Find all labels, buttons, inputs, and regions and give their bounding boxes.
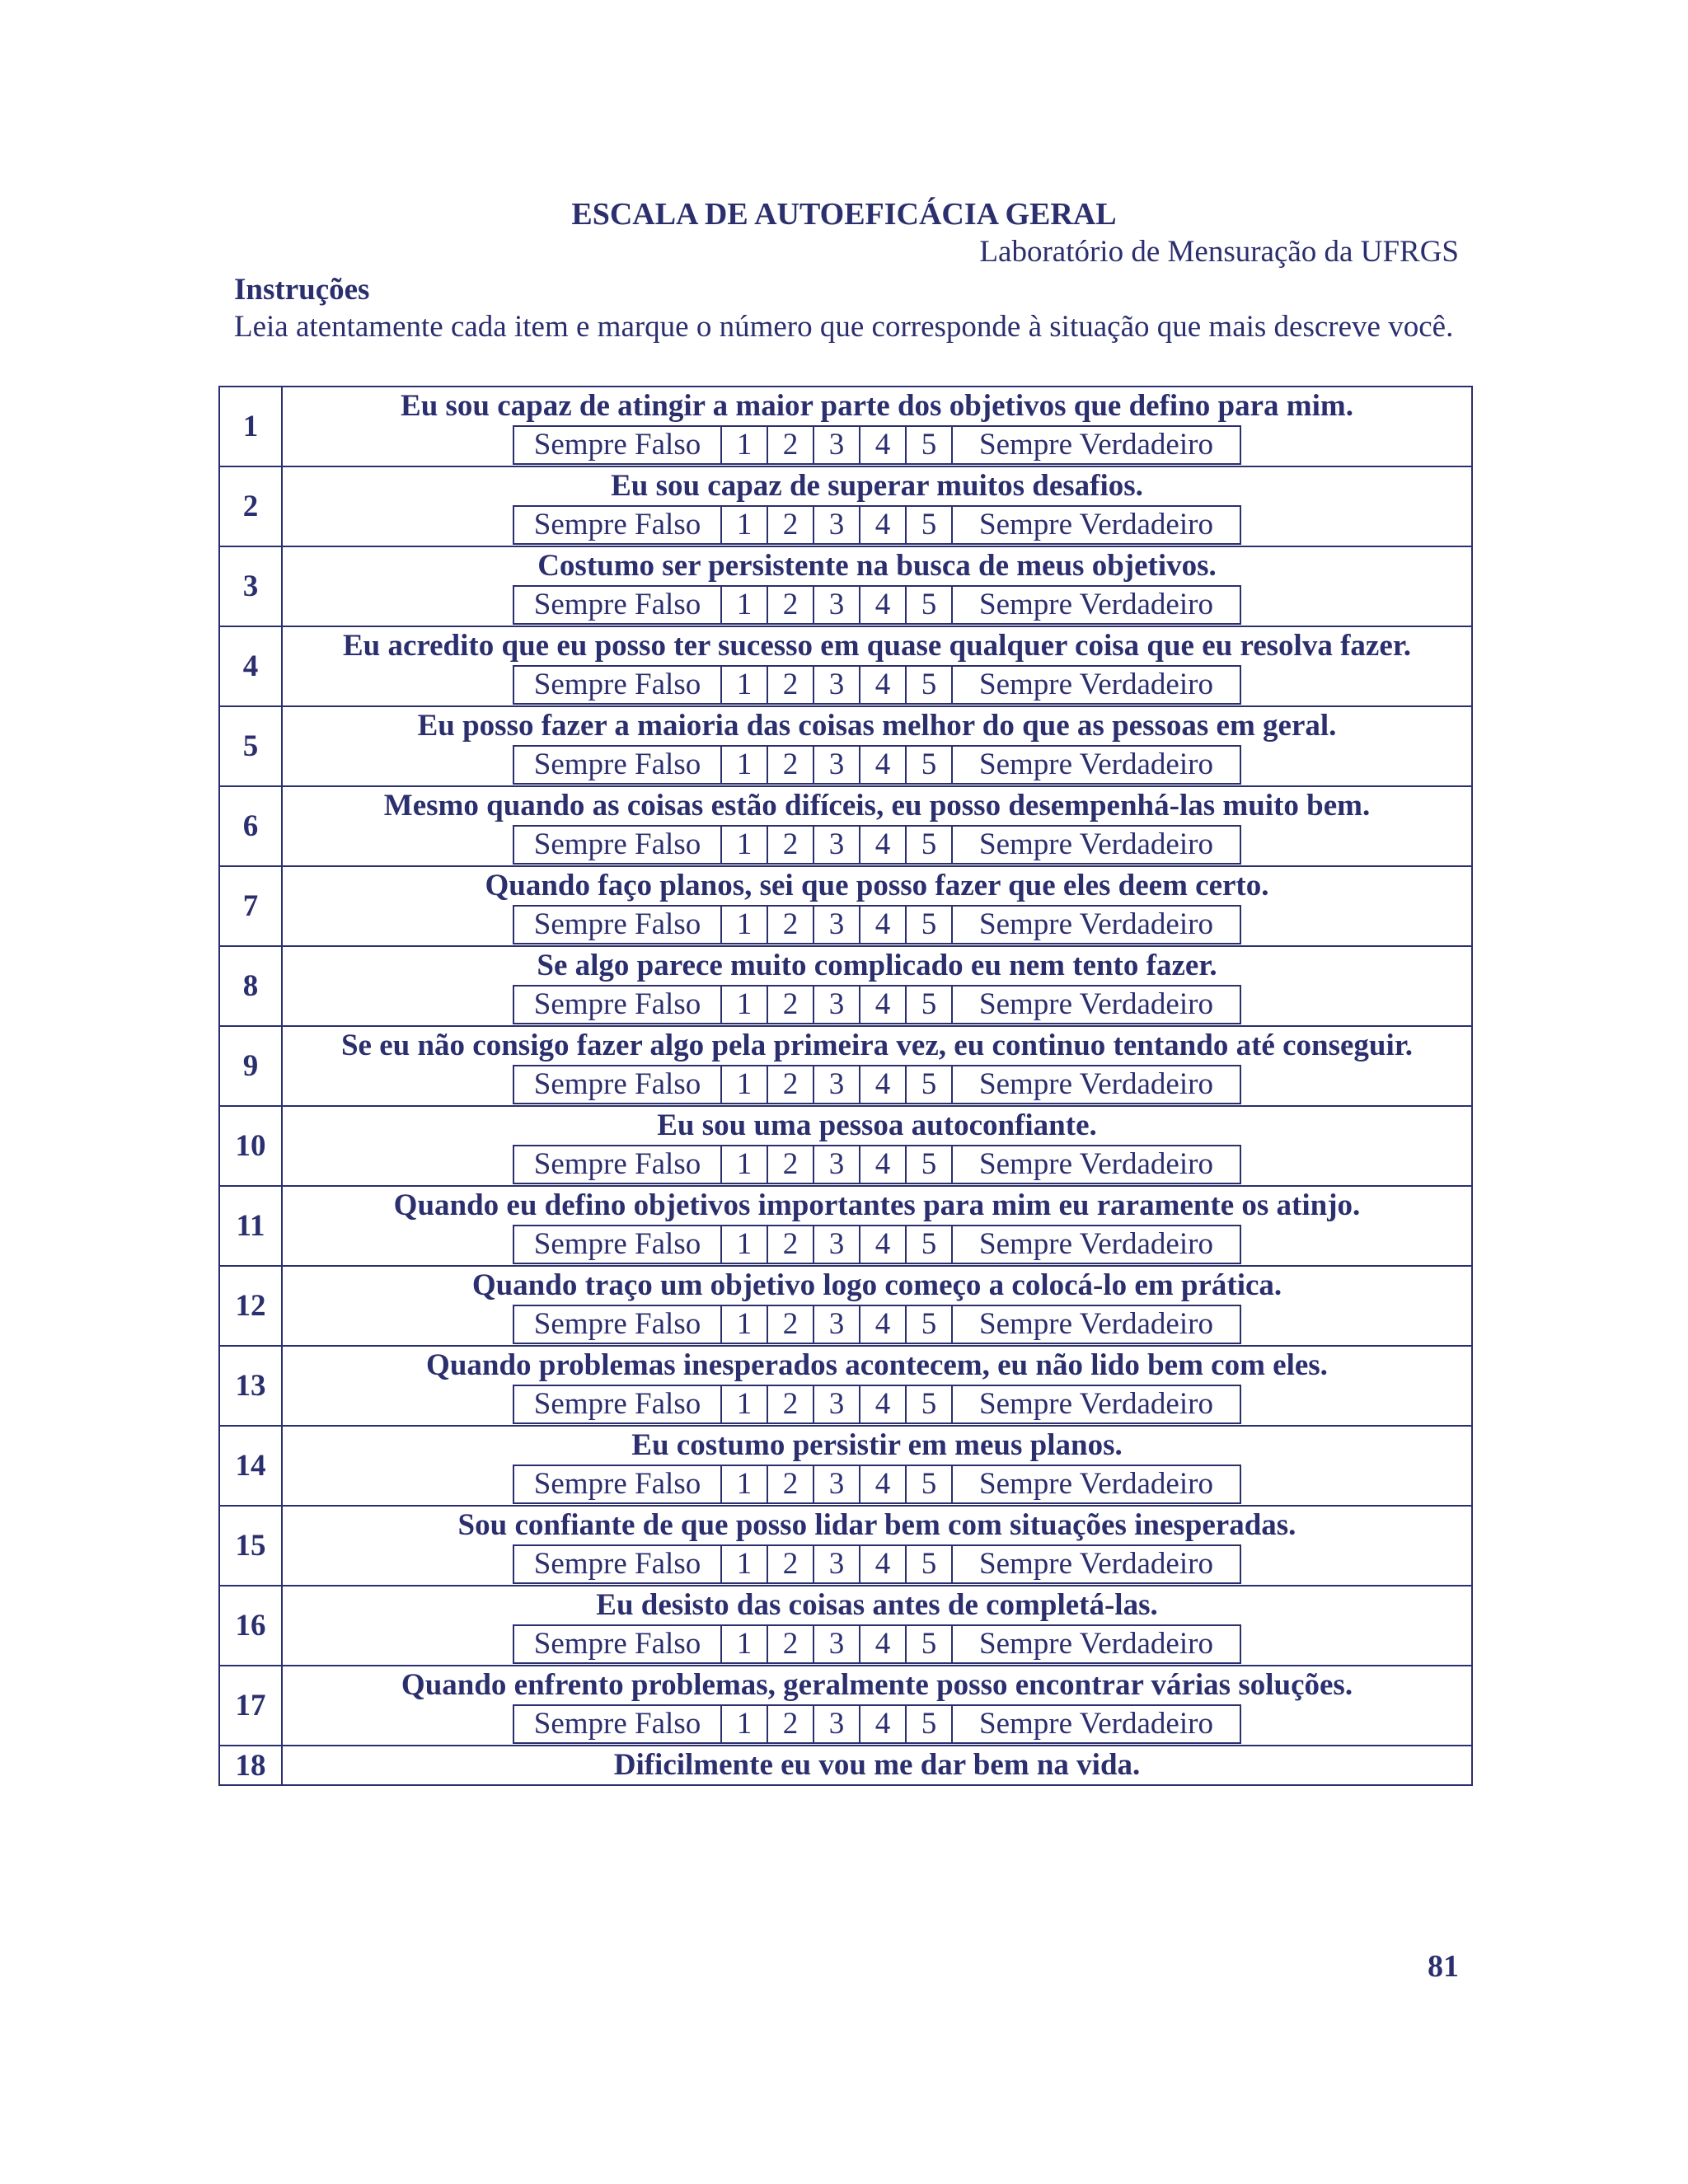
instructions-text: Leia atentamente cada item e marque o número que corresponde à situação que mais descreve você. xyxy=(234,310,1454,344)
scale-option-3[interactable]: 3 xyxy=(813,507,859,543)
scale-option-4[interactable]: 4 xyxy=(859,1146,905,1183)
scale-label-true: Sempre Verdadeiro xyxy=(951,667,1240,703)
scale-label-false: Sempre Falso xyxy=(533,1387,701,1421)
scale-option-2[interactable]: 2 xyxy=(767,1386,813,1422)
scale-option-2[interactable]: 2 xyxy=(767,507,813,543)
scale-option-1[interactable]: 1 xyxy=(720,1546,767,1582)
scale-option-5[interactable]: 5 xyxy=(905,1306,951,1343)
scale-option-2[interactable]: 2 xyxy=(767,427,813,463)
item-content xyxy=(282,1426,1472,1506)
item-row xyxy=(219,1426,1472,1506)
item-statement: Mesmo quando as coisas estão difíceis, eu posso desempenhá-las muito bem. xyxy=(383,789,1371,823)
item-content xyxy=(282,1106,1472,1186)
scale-option-4[interactable]: 4 xyxy=(859,507,905,543)
scale-option-4[interactable]: 4 xyxy=(859,747,905,783)
item-content xyxy=(282,1266,1472,1346)
item-content xyxy=(282,387,1472,466)
scale-option-4[interactable]: 4 xyxy=(859,1386,905,1422)
scale-option-3[interactable]: 3 xyxy=(813,1626,859,1662)
scale-option-2[interactable]: 2 xyxy=(767,1226,813,1263)
item-row xyxy=(219,1106,1472,1186)
item-number: 11 xyxy=(219,1186,282,1266)
item-row xyxy=(219,866,1472,946)
response-scale xyxy=(513,1624,1241,1664)
item-statement: Sou confiante de que posso lidar bem com situações inesperadas. xyxy=(457,1508,1296,1542)
scale-option-1[interactable]: 1 xyxy=(720,1466,767,1502)
scale-option-4[interactable]: 4 xyxy=(859,1466,905,1502)
item-row xyxy=(219,1346,1472,1426)
scale-option-5[interactable]: 5 xyxy=(905,1146,951,1183)
scale-option-3[interactable]: 3 xyxy=(813,1146,859,1183)
scale-option-4[interactable]: 4 xyxy=(859,1546,905,1582)
item-content xyxy=(282,1746,1472,1785)
scale-label-true: Sempre Verdadeiro xyxy=(951,1466,1240,1502)
scale-option-5[interactable]: 5 xyxy=(905,507,951,543)
item-number: 14 xyxy=(219,1426,282,1506)
scale-option-5[interactable]: 5 xyxy=(905,1466,951,1502)
scale-label-true: Sempre Verdadeiro xyxy=(951,1146,1240,1183)
item-content xyxy=(282,706,1472,786)
scale-option-3[interactable]: 3 xyxy=(813,1706,859,1742)
scale-option-5[interactable]: 5 xyxy=(905,827,951,863)
scale-option-1[interactable]: 1 xyxy=(720,1066,767,1103)
scale-option-3[interactable]: 3 xyxy=(813,747,859,783)
scale-option-4[interactable]: 4 xyxy=(859,427,905,463)
scale-label-true: Sempre Verdadeiro xyxy=(951,507,1240,543)
scale-option-2[interactable]: 2 xyxy=(767,1466,813,1502)
item-content xyxy=(282,786,1472,866)
response-scale xyxy=(513,1305,1241,1344)
scale-option-1[interactable]: 1 xyxy=(720,667,767,703)
item-row xyxy=(219,1026,1472,1106)
item-row xyxy=(219,1586,1472,1666)
item-number: 4 xyxy=(219,626,282,706)
scale-option-1[interactable]: 1 xyxy=(720,1626,767,1662)
scale-option-4[interactable]: 4 xyxy=(859,1626,905,1662)
scale-option-4[interactable]: 4 xyxy=(859,987,905,1023)
item-number: 13 xyxy=(219,1346,282,1426)
response-scale xyxy=(513,1065,1241,1104)
response-scale xyxy=(513,825,1241,865)
scale-option-4[interactable]: 4 xyxy=(859,1306,905,1343)
item-statement: Eu acredito que eu posso ter sucesso em quase qualquer coisa que eu resolva fazer. xyxy=(342,629,1412,663)
response-scale xyxy=(513,1704,1241,1744)
scale-label-false: Sempre Falso xyxy=(533,1067,701,1101)
scale-label-true: Sempre Verdadeiro xyxy=(951,747,1240,783)
scale-option-5[interactable]: 5 xyxy=(905,1706,951,1742)
page-number: 81 xyxy=(1428,1949,1459,1984)
scale-option-1[interactable]: 1 xyxy=(720,1306,767,1343)
item-row xyxy=(219,1186,1472,1266)
item-statement: Quando faço planos, sei que posso fazer que eles deem certo. xyxy=(485,869,1269,902)
scale-option-4[interactable]: 4 xyxy=(859,827,905,863)
scale-option-3[interactable]: 3 xyxy=(813,907,859,943)
scale-option-1[interactable]: 1 xyxy=(720,1226,767,1263)
scale-label-true: Sempre Verdadeiro xyxy=(951,1626,1240,1662)
scale-option-2[interactable]: 2 xyxy=(767,1706,813,1742)
scale-option-5[interactable]: 5 xyxy=(905,1066,951,1103)
scale-label-false: Sempre Falso xyxy=(533,588,701,621)
item-content xyxy=(282,1586,1472,1666)
item-content xyxy=(282,546,1472,626)
scale-label-true: Sempre Verdadeiro xyxy=(951,1226,1240,1263)
item-statement: Eu posso fazer a maioria das coisas melhor do que as pessoas em geral. xyxy=(417,709,1337,743)
item-number: 2 xyxy=(219,466,282,546)
scale-option-1[interactable]: 1 xyxy=(720,987,767,1023)
scale-option-5[interactable]: 5 xyxy=(905,1386,951,1422)
item-number: 7 xyxy=(219,866,282,946)
item-number: 1 xyxy=(219,387,282,466)
scale-option-2[interactable]: 2 xyxy=(767,907,813,943)
item-statement: Eu sou capaz de superar muitos desafios. xyxy=(611,469,1143,503)
item-statement: Quando problemas inesperados acontecem, eu não lido bem com eles. xyxy=(426,1348,1328,1382)
item-number: 9 xyxy=(219,1026,282,1106)
scale-option-3[interactable]: 3 xyxy=(813,827,859,863)
scale-option-4[interactable]: 4 xyxy=(859,587,905,623)
scale-option-2[interactable]: 2 xyxy=(767,747,813,783)
scale-option-5[interactable]: 5 xyxy=(905,587,951,623)
scale-option-4[interactable]: 4 xyxy=(859,1066,905,1103)
scale-option-3[interactable]: 3 xyxy=(813,427,859,463)
item-number: 18 xyxy=(219,1746,282,1785)
scale-option-2[interactable]: 2 xyxy=(767,1546,813,1582)
response-scale xyxy=(513,745,1241,785)
scale-label-false: Sempre Falso xyxy=(533,1627,701,1661)
scale-label-true: Sempre Verdadeiro xyxy=(951,907,1240,943)
item-statement: Eu sou capaz de atingir a maior parte dos objetivos que defino para mim. xyxy=(401,389,1353,423)
scale-option-5[interactable]: 5 xyxy=(905,747,951,783)
response-scale xyxy=(513,425,1241,465)
item-statement: Eu sou uma pessoa autoconfiante. xyxy=(657,1108,1097,1142)
scale-label-false: Sempre Falso xyxy=(533,907,701,941)
scale-label-true: Sempre Verdadeiro xyxy=(951,1306,1240,1343)
scale-label-true: Sempre Verdadeiro xyxy=(951,987,1240,1023)
scale-option-5[interactable]: 5 xyxy=(905,667,951,703)
scale-option-5[interactable]: 5 xyxy=(905,907,951,943)
scale-option-3[interactable]: 3 xyxy=(813,1546,859,1582)
item-content xyxy=(282,1666,1472,1746)
item-content xyxy=(282,1346,1472,1426)
item-content xyxy=(282,466,1472,546)
item-statement: Costumo ser persistente na busca de meus objetivos. xyxy=(537,549,1217,583)
scale-label-false: Sempre Falso xyxy=(533,987,701,1021)
item-content xyxy=(282,866,1472,946)
scale-option-2[interactable]: 2 xyxy=(767,987,813,1023)
scale-option-3[interactable]: 3 xyxy=(813,987,859,1023)
item-number: 5 xyxy=(219,706,282,786)
item-number: 3 xyxy=(219,546,282,626)
item-row xyxy=(219,1746,1472,1785)
scale-label-false: Sempre Falso xyxy=(533,428,701,462)
lab-name: Laboratório de Mensuração da UFRGS xyxy=(979,235,1459,269)
scale-option-5[interactable]: 5 xyxy=(905,987,951,1023)
item-row xyxy=(219,1266,1472,1346)
scale-option-1[interactable]: 1 xyxy=(720,1146,767,1183)
scale-option-3[interactable]: 3 xyxy=(813,1226,859,1263)
scale-label-false: Sempre Falso xyxy=(533,1307,701,1341)
scale-label-false: Sempre Falso xyxy=(533,1467,701,1501)
scale-option-5[interactable]: 5 xyxy=(905,1226,951,1263)
item-statement: Eu costumo persistir em meus planos. xyxy=(631,1428,1123,1462)
scale-option-1[interactable]: 1 xyxy=(720,587,767,623)
scale-option-2[interactable]: 2 xyxy=(767,1626,813,1662)
scale-label-false: Sempre Falso xyxy=(533,668,701,701)
scale-label-false: Sempre Falso xyxy=(533,1547,701,1581)
response-scale xyxy=(513,905,1241,944)
scale-option-3[interactable]: 3 xyxy=(813,587,859,623)
scale-label-true: Sempre Verdadeiro xyxy=(951,587,1240,623)
item-statement: Se eu não consigo fazer algo pela primeira vez, eu continuo tentando até conseguir. xyxy=(340,1029,1414,1062)
item-row xyxy=(219,546,1472,626)
page-title: ESCALA DE AUTOEFICÁCIA GERAL xyxy=(571,197,1117,232)
response-scale xyxy=(513,985,1241,1024)
item-number: 6 xyxy=(219,786,282,866)
scale-label-false: Sempre Falso xyxy=(533,827,701,861)
scale-option-1[interactable]: 1 xyxy=(720,427,767,463)
items-body xyxy=(219,387,1472,1785)
scale-option-1[interactable]: 1 xyxy=(720,827,767,863)
item-row xyxy=(219,706,1472,786)
scale-label-false: Sempre Falso xyxy=(533,1707,701,1741)
item-statement: Eu desisto das coisas antes de completá-las. xyxy=(596,1588,1158,1622)
scale-option-1[interactable]: 1 xyxy=(720,907,767,943)
item-number: 10 xyxy=(219,1106,282,1186)
scale-label-true: Sempre Verdadeiro xyxy=(951,1066,1240,1103)
scale-option-4[interactable]: 4 xyxy=(859,1226,905,1263)
scale-option-5[interactable]: 5 xyxy=(905,1546,951,1582)
item-statement: Se algo parece muito complicado eu nem tento fazer. xyxy=(537,949,1217,982)
scale-option-4[interactable]: 4 xyxy=(859,667,905,703)
items-table xyxy=(218,386,1473,1786)
scale-label-true: Sempre Verdadeiro xyxy=(951,1546,1240,1582)
item-row xyxy=(219,387,1472,466)
response-scale xyxy=(513,585,1241,625)
item-row xyxy=(219,1666,1472,1746)
scale-label-false: Sempre Falso xyxy=(533,748,701,781)
response-scale xyxy=(513,1465,1241,1504)
scale-label-true: Sempre Verdadeiro xyxy=(951,827,1240,863)
item-content xyxy=(282,626,1472,706)
scale-option-2[interactable]: 2 xyxy=(767,587,813,623)
scale-option-3[interactable]: 3 xyxy=(813,1066,859,1103)
item-statement: Dificilmente eu vou me dar bem na vida. xyxy=(613,1748,1141,1782)
scale-option-1[interactable]: 1 xyxy=(720,1706,767,1742)
item-content xyxy=(282,1186,1472,1266)
response-scale xyxy=(513,1225,1241,1264)
scale-option-5[interactable]: 5 xyxy=(905,1626,951,1662)
item-row xyxy=(219,946,1472,1026)
scale-option-3[interactable]: 3 xyxy=(813,1466,859,1502)
response-scale xyxy=(513,665,1241,705)
scale-label-true: Sempre Verdadeiro xyxy=(951,1386,1240,1422)
scale-option-2[interactable]: 2 xyxy=(767,1306,813,1343)
item-number: 15 xyxy=(219,1506,282,1586)
scale-label-false: Sempre Falso xyxy=(533,1227,701,1261)
item-content xyxy=(282,1506,1472,1586)
scale-option-1[interactable]: 1 xyxy=(720,507,767,543)
item-content xyxy=(282,946,1472,1026)
item-statement: Quando eu defino objetivos importantes para mim eu raramente os atinjo. xyxy=(393,1188,1361,1222)
scale-label-false: Sempre Falso xyxy=(533,508,701,541)
item-statement: Quando enfrento problemas, geralmente posso encontrar várias soluções. xyxy=(401,1668,1353,1702)
item-row xyxy=(219,786,1472,866)
scale-option-2[interactable]: 2 xyxy=(767,1146,813,1183)
scale-option-3[interactable]: 3 xyxy=(813,667,859,703)
scale-option-4[interactable]: 4 xyxy=(859,907,905,943)
item-number: 8 xyxy=(219,946,282,1026)
scale-label-true: Sempre Verdadeiro xyxy=(951,427,1240,463)
instructions-heading: Instruções xyxy=(234,273,370,307)
item-content xyxy=(282,1026,1472,1106)
scale-label-false: Sempre Falso xyxy=(533,1147,701,1181)
scale-option-5[interactable]: 5 xyxy=(905,427,951,463)
scale-option-3[interactable]: 3 xyxy=(813,1306,859,1343)
item-row xyxy=(219,466,1472,546)
item-number: 16 xyxy=(219,1586,282,1666)
response-scale xyxy=(513,1544,1241,1584)
item-row xyxy=(219,1506,1472,1586)
response-scale xyxy=(513,1385,1241,1424)
scale-option-2[interactable]: 2 xyxy=(767,1066,813,1103)
scale-option-3[interactable]: 3 xyxy=(813,1386,859,1422)
scale-option-1[interactable]: 1 xyxy=(720,1386,767,1422)
scale-label-true: Sempre Verdadeiro xyxy=(951,1706,1240,1742)
item-row xyxy=(219,626,1472,706)
scale-option-2[interactable]: 2 xyxy=(767,667,813,703)
response-scale xyxy=(513,1145,1241,1184)
response-scale xyxy=(513,505,1241,545)
scale-option-1[interactable]: 1 xyxy=(720,747,767,783)
item-number: 12 xyxy=(219,1266,282,1346)
item-number: 17 xyxy=(219,1666,282,1746)
item-statement: Quando traço um objetivo logo começo a colocá-lo em prática. xyxy=(471,1268,1282,1302)
scale-option-4[interactable]: 4 xyxy=(859,1706,905,1742)
scale-option-2[interactable]: 2 xyxy=(767,827,813,863)
